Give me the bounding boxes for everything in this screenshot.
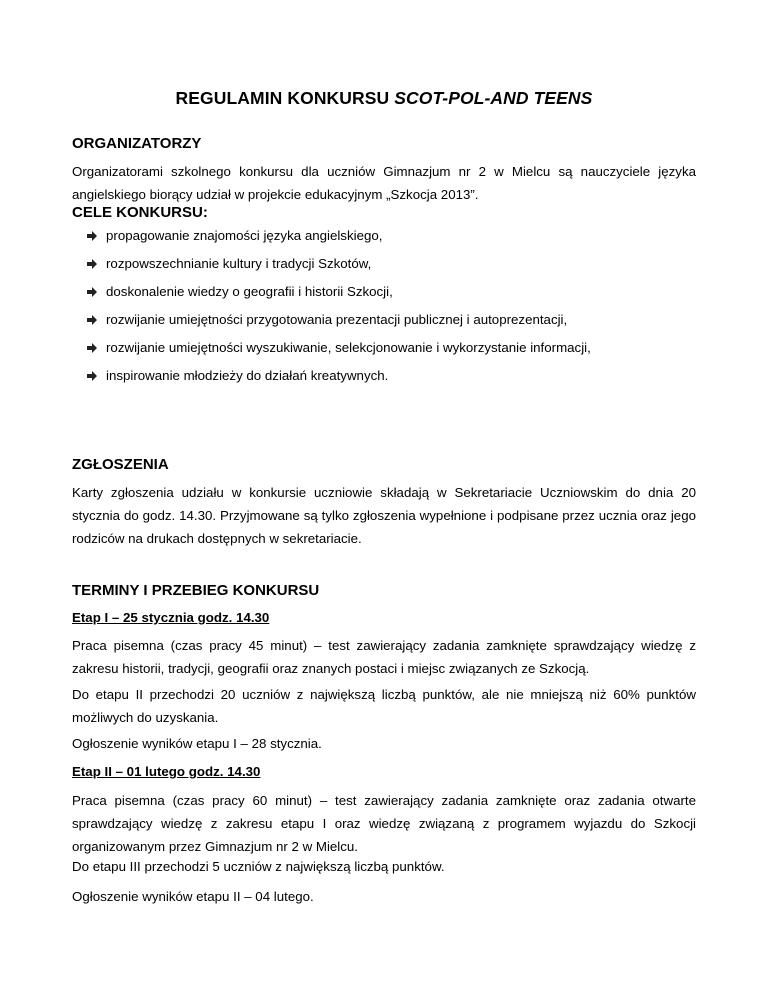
- list-item-text: rozwijanie umiejętności wyszukiwanie, selekcjonowanie i wykorzystanie informacji,: [106, 340, 591, 355]
- arrow-bullet-icon: [86, 258, 98, 270]
- etap1-paragraph-2: Do etapu II przechodzi 20 uczniów z największą liczbą punktów, ale nie mniejszą niż 60% punktów możliwych do uzyskania.: [72, 687, 696, 725]
- heading-zgloszenia: ZGŁOSZENIA: [72, 456, 169, 473]
- heading-terminy: TERMINY I PRZEBIEG KONKURSU: [72, 582, 320, 599]
- organizatorzy-text: Organizatorami szkolnego konkursu dla uczniów Gimnazjum nr 2 w Mielcu są nauczyciele języka angielskiego biorący udział w projekcie edukacyjnym „Szkocja 2013”.: [72, 164, 696, 202]
- cele-list: [86, 227, 591, 395]
- arrow-bullet-icon: [86, 342, 98, 354]
- list-item-text: doskonalenie wiedzy o geografii i historii Szkocji,: [106, 284, 393, 299]
- etap2-paragraph-1: Praca pisemna (czas pracy 60 minut) – test zawierający zadania zamknięte oraz zadania otwarte sprawdzający wiedzę z zakresu etapu I oraz wiedzę związaną z programem wyjazdu do Szkocji organizowanym przez Gimnazjum nr 2 w Mielcu.: [72, 793, 696, 854]
- list-item: [86, 255, 591, 283]
- etap2-paragraph-2: Do etapu III przechodzi 5 uczniów z największą liczbą punktów.: [72, 859, 445, 874]
- etap1-paragraph-1: Praca pisemna (czas pracy 45 minut) – test zawierający zadania zamknięte sprawdzający wiedzę z zakresu historii, tradycji, geografii oraz znanych postaci i miejsc związanych ze Szkocją.: [72, 638, 696, 676]
- etap2-label: Etap II – 01 lutego godz. 14.30: [72, 764, 261, 779]
- zgloszenia-text: Karty zgłoszenia udziału w konkursie uczniowie składają w Sekretariacie Uczniowskim do dnia 20 stycznia do godz. 14.30. Przyjmowane są tylko zgłoszenia wypełnione i podpisane przez ucznia oraz jego rodziców na drukach dostępnych w sekretariacie.: [72, 485, 696, 546]
- list-item-text: inspirowanie młodzieży do działań kreatywnych.: [106, 368, 389, 383]
- heading-organizatorzy: ORGANIZATORZY: [72, 135, 202, 152]
- list-item: [86, 367, 591, 395]
- list-item: [86, 227, 591, 255]
- list-item-text: rozwijanie umiejętności przygotowania prezentacji publicznej i autoprezentacji,: [106, 312, 568, 327]
- page-title: [0, 88, 768, 109]
- list-item: [86, 339, 591, 367]
- heading-cele: CELE KONKURSU:: [72, 204, 208, 221]
- arrow-bullet-icon: [86, 286, 98, 298]
- etap1-label: Etap I – 25 stycznia godz. 14.30: [72, 610, 270, 625]
- list-item: [86, 311, 591, 339]
- title-plain: REGULAMIN KONKURSU: [175, 88, 395, 108]
- list-item: [86, 283, 591, 311]
- arrow-bullet-icon: [86, 370, 98, 382]
- arrow-bullet-icon: [86, 314, 98, 326]
- list-item-text: propagowanie znajomości języka angielskiego,: [106, 228, 383, 243]
- etap2-paragraph-3: Ogłoszenie wyników etapu II – 04 lutego.: [72, 889, 314, 904]
- etap1-paragraph-3: Ogłoszenie wyników etapu I – 28 stycznia.: [72, 736, 322, 751]
- list-item-text: rozpowszechnianie kultury i tradycji Szkotów,: [106, 256, 372, 271]
- title-italic: SCOT-POL-AND TEENS: [394, 88, 593, 108]
- arrow-bullet-icon: [86, 230, 98, 242]
